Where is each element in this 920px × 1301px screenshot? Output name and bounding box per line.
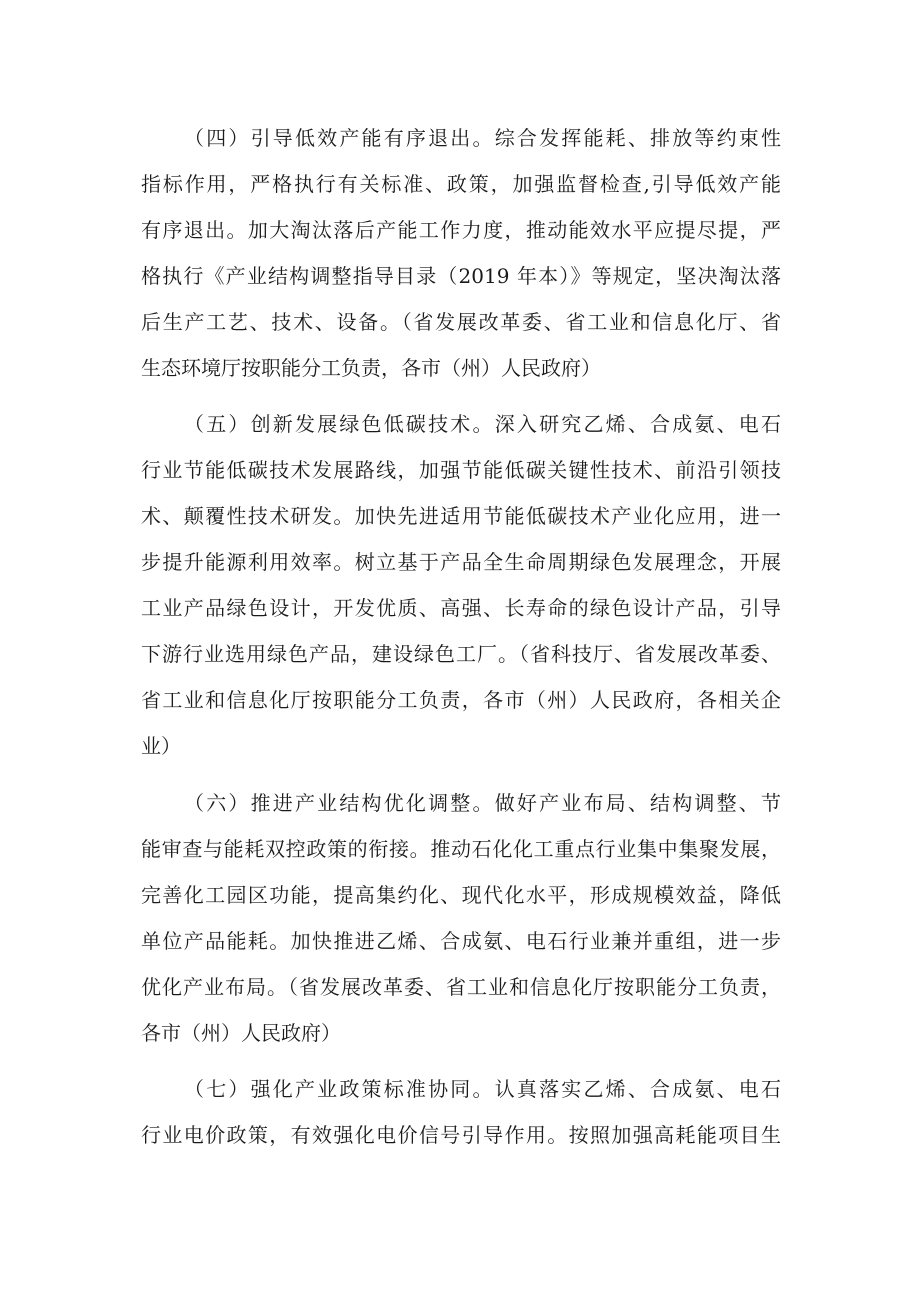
paragraph-line: 优化产业布局。（省发展改革委、省工业和信息化厅按职能分工负责， xyxy=(141,975,781,999)
paragraph-line: 格执行《产业结构调整指导目录（2019 年本）》等规定，坚决淘汰落 xyxy=(141,264,781,288)
paragraph-line: 省工业和信息化厅按职能分工负责，各市（州）人民政府，各相关企 xyxy=(141,688,781,712)
paragraph-line: 指标作用，严格执行有关标准、政策，加强监督检查,引导低效产能 xyxy=(141,172,781,196)
paragraph-line: （四）引导低效产能有序退出。综合发挥能耗、排放等约束性 xyxy=(184,126,781,150)
paragraph-line: 生态环境厅按职能分工负责，各市（州）人民政府） xyxy=(141,356,601,380)
paragraph-line: 步提升能源利用效率。树立基于产品全生命周期绿色发展理念，开展 xyxy=(141,550,781,574)
paragraph-line: 业） xyxy=(141,734,181,758)
paragraph-line: （七）强化产业政策标准协同。认真落实乙烯、合成氨、电石 xyxy=(184,1077,781,1101)
paragraph-line: 下游行业选用绿色产品，建设绿色工厂。（省科技厅、省发展改革委、 xyxy=(141,642,781,666)
paragraph-line: 单位产品能耗。加快推进乙烯、合成氨、电石行业兼并重组，进一步 xyxy=(141,929,781,953)
paragraph-line: 术、颠覆性技术研发。加快先进适用节能低碳技术产业化应用，进一 xyxy=(141,504,781,528)
paragraph-line: （五）创新发展绿色低碳技术。深入研究乙烯、合成氨、电石 xyxy=(184,412,781,436)
paragraph-line: 后生产工艺、技术、设备。（省发展改革委、省工业和信息化厅、省 xyxy=(141,310,781,334)
paragraph-line: （六）推进产业结构优化调整。做好产业布局、结构调整、节 xyxy=(184,791,781,815)
paragraph-line: 有序退出。加大淘汰落后产能工作力度，推动能效水平应提尽提，严 xyxy=(141,218,781,242)
paragraph-line: 完善化工园区功能，提高集约化、现代化水平，形成规模效益，降低 xyxy=(141,883,781,907)
paragraph-line: 行业电价政策，有效强化电价信号引导作用。按照加强高耗能项目生 xyxy=(141,1123,781,1147)
paragraph-line: 行业节能低碳技术发展路线，加强节能低碳关键性技术、前沿引领技 xyxy=(141,458,781,482)
paragraph-line: 能审查与能耗双控政策的衔接。推动石化化工重点行业集中集聚发展， xyxy=(141,837,781,861)
paragraph-line: 工业产品绿色设计，开发优质、高强、长寿命的绿色设计产品，引导 xyxy=(141,596,781,620)
paragraph-line: 各市（州）人民政府） xyxy=(141,1021,341,1045)
